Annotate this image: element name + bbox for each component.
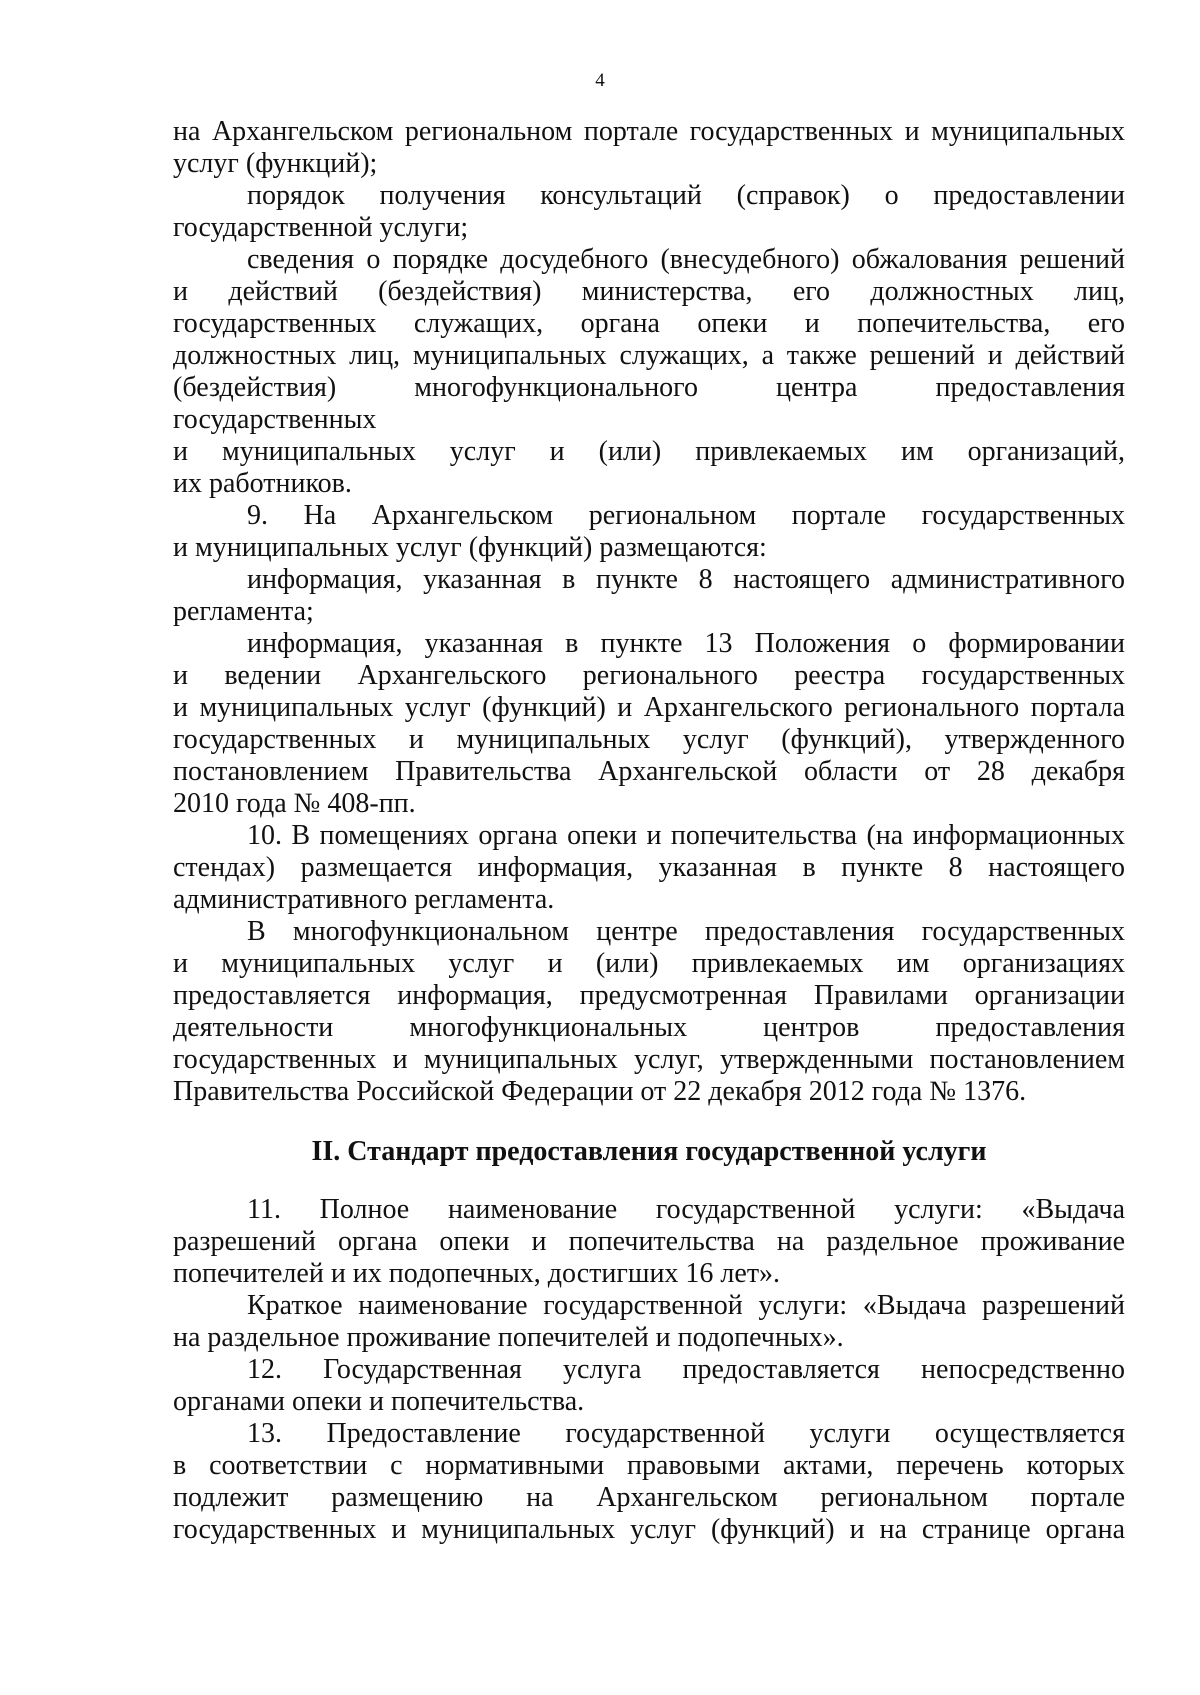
text-line: постановлением Правительства Архангельской области от 28 декабря [173, 756, 1125, 787]
text-line: и муниципальных услуг и (или) привлекаемых им организациях [173, 948, 1125, 979]
document-body [173, 116, 1125, 1546]
text-line: 13. Предоставление государственной услуги осуществляется [247, 1418, 1125, 1449]
section-heading: II. Стандарт предоставления государственной услуги [311, 1136, 987, 1167]
text-line: государственных [173, 404, 377, 435]
text-line: государственных и муниципальных услуг, утвержденными постановлением [173, 1044, 1125, 1075]
text-line: 11. Полное наименование государственной услуги: «Выдача [247, 1194, 1125, 1225]
text-line: должностных лиц, муниципальных служащих, а также решений и действий [173, 340, 1125, 371]
text-line: регламента; [173, 596, 314, 627]
text-line: и муниципальных услуг (функций) размещаются: [173, 532, 767, 563]
paragraph [173, 1290, 1125, 1354]
text-line: и муниципальных услуг и (или) привлекаемых им организаций, [173, 436, 1125, 467]
text-line: государственных служащих, органа опеки и попечительства, его [173, 308, 1125, 339]
text-line: на раздельное проживание попечителей и подопечных». [173, 1322, 844, 1353]
text-line: попечителей и их подопечных, достигших 16 лет». [173, 1258, 781, 1289]
paragraph [173, 116, 1125, 180]
text-line: стендах) размещается информация, указанная в пункте 8 настоящего [173, 852, 1125, 883]
text-line: в соответствии с нормативными правовыми актами, перечень которых [173, 1450, 1125, 1481]
paragraph [173, 564, 1125, 628]
text-line: информация, указанная в пункте 13 Положения о формировании [247, 628, 1125, 659]
text-line: и ведении Архангельского регионального реестра государственных [173, 660, 1125, 691]
paragraph [173, 436, 1125, 500]
text-line: на Архангельском региональном портале государственных и муниципальных [173, 116, 1125, 147]
text-line: деятельности многофункциональных центров предоставления [173, 1012, 1125, 1043]
text-line: В многофункциональном центре предоставления государственных [247, 916, 1125, 947]
paragraph [173, 820, 1125, 916]
paragraph [173, 1194, 1125, 1290]
paragraph [173, 500, 1125, 564]
text-line: органами опеки и попечительства. [173, 1386, 585, 1417]
text-line: государственных и муниципальных услуг (функций), утвержденного [173, 724, 1125, 755]
text-line: Краткое наименование государственной услуги: «Выдача разрешений [247, 1290, 1125, 1321]
text-line: и муниципальных услуг (функций) и Архангельского регионального портала [173, 692, 1125, 723]
paragraph [173, 628, 1125, 820]
text-line: (бездействия) многофункционального центра предоставления [173, 372, 1125, 403]
text-line: 10. В помещениях органа опеки и попечительства (на информационных [247, 820, 1125, 851]
text-line: 12. Государственная услуга предоставляется непосредственно [247, 1354, 1125, 1385]
text-line: Правительства Российской Федерации от 22 декабря 2012 года № 1376. [173, 1076, 1027, 1107]
text-line: 2010 года № 408-пп. [173, 788, 416, 819]
text-line: и действий (бездействия) министерства, его должностных лиц, [173, 276, 1125, 307]
text-line: разрешений органа опеки и попечительства на раздельное проживание [173, 1226, 1125, 1257]
text-line: 9. На Архангельском региональном портале государственных [247, 500, 1125, 531]
text-line: их работников. [173, 468, 352, 499]
text-line: государственных и муниципальных услуг (функций) и на странице органа [173, 1514, 1125, 1545]
paragraph [173, 1418, 1125, 1546]
paragraph [173, 916, 1125, 1108]
text-line: сведения о порядке досудебного (внесудебного) обжалования решений [247, 244, 1125, 275]
paragraph [173, 244, 1125, 436]
page-number: 4 [595, 70, 605, 91]
text-line: предоставляется информация, предусмотренная Правилами организации [173, 980, 1125, 1011]
paragraph [173, 180, 1125, 244]
text-line: подлежит размещению на Архангельском региональном портале [173, 1482, 1125, 1513]
text-line: информация, указанная в пункте 8 настоящего административного [247, 564, 1125, 595]
text-line: порядок получения консультаций (справок) о предоставлении [247, 180, 1125, 211]
paragraph [173, 1354, 1125, 1418]
text-line: государственной услуги; [173, 212, 469, 243]
text-line: административного регламента. [173, 884, 555, 915]
text-line: услуг (функций); [173, 148, 378, 179]
